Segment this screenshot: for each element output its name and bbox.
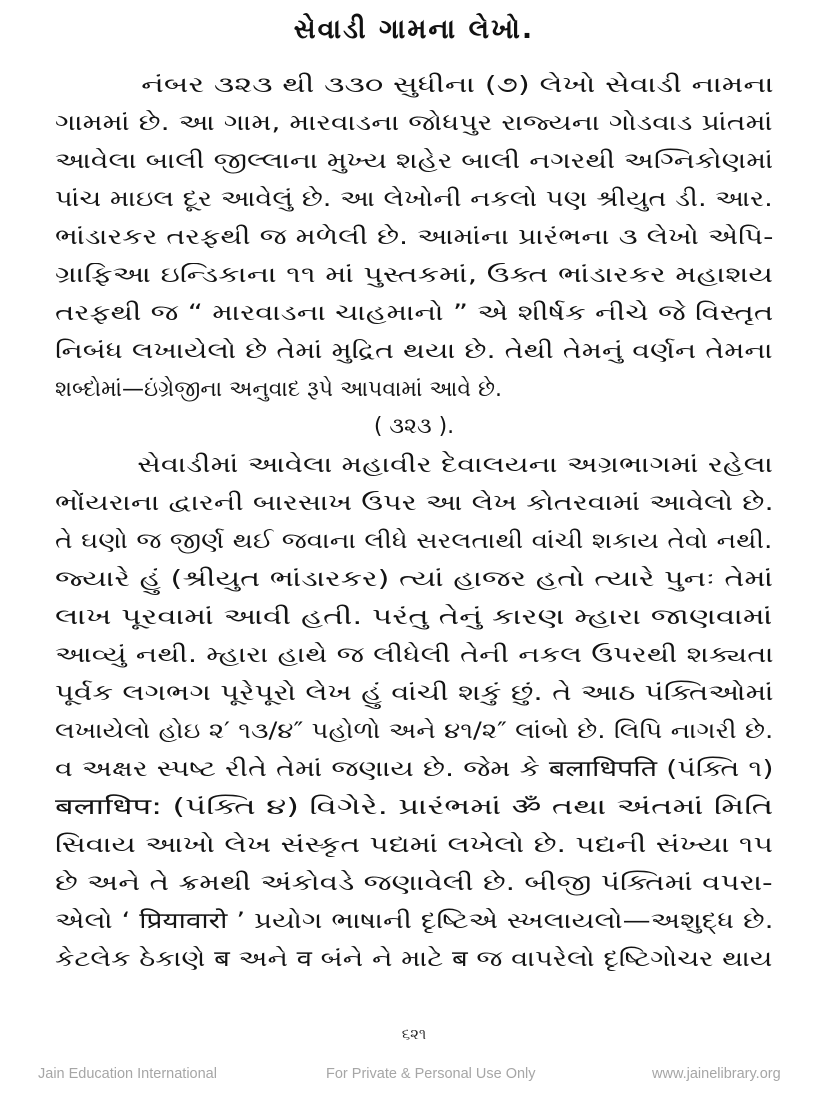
footer-website-link[interactable]: www.jainelibrary.org — [652, 1066, 781, 1082]
text-line: લખાયેલો હોઇ ૨′ ૧૩/૪″ પહોળો અને ૪૧/૨″ લાંબો છે. લિપિ નાગરી છે. — [55, 719, 774, 744]
text-line: આવેલા બાલી જીલ્લાના મુખ્ય શહેર બાલી નગરથી અગ્નિકોણમાં — [55, 149, 774, 174]
page-number: ૬૨૧ — [401, 1025, 427, 1043]
text-line: નિબંધ લખાયેલો છે તેમાં મુદ્રિત થયા છે. તેથી તેમનું વર્ણન તેમના — [55, 339, 773, 364]
text-line: એલો ‘ प्रियावारो ’ પ્રયોગ ભાષાની દૃષ્ટિએ સ્ખલાયલો—અશુદ્ધ છે. — [55, 909, 774, 934]
section-heading: ( ૩૨૩ ). — [373, 414, 455, 439]
text-line: ગ્રાફિઆ ઇન્ડિકાના ૧૧ માં પુસ્તકમાં, ઉક્ત ભાંડારકર મહાશય — [55, 263, 774, 288]
page-title: સેવાડી ગામના લેખો. — [293, 14, 535, 45]
text-line: સિવાય આખો લેખ સંસ્કૃત પદ્યમાં લખેલો છે. પદ્યની સંખ્યા ૧૫ — [55, 833, 773, 858]
text-line: તે ઘણો જ જીર્ણ થઈ જવાના લીધે સરલતાથી વાંચી શકાય તેવો નથી. — [55, 529, 773, 554]
text-line: કેટલેક ઠેકાણે ब અને व બંને ને માટે ब જ વાપરેલો દૃષ્ટિગોચર થાય — [55, 947, 773, 972]
text-line: જ્યારે હું (શ્રીયુત ભાંડારકર) ત્યાં હાજર હતો ત્યારે પુનઃ તેમાં — [55, 567, 774, 592]
text-line: તરફથી જ “ મારવાડના ચાહમાનો ” એ શીર્ષક નીચે જે વિસ્તૃત — [55, 301, 774, 326]
text-line: આવ્યું નથી. મ્હારા હાથે જ લીધેલી તેની નકલ ઉપરથી શક્યતા — [55, 643, 774, 668]
text-line: बलाधिप: (પંક્તિ ૪) વિગેરે. પ્રારંભમાં ॐ તથા અંતમાં મિતિ — [55, 795, 774, 820]
text-line: ગામમાં છે. આ ગામ, મારવાડના જોધપુર રાજ્યના ગોડવાડ પ્રાંતમાં — [55, 111, 773, 136]
text-line: શબ્દોમાં—ઇંગ્રેજીના અનુવાદ રૂપે આપવામાં આવે છે. — [55, 377, 503, 402]
text-line: પાંચ માઇલ દૂર આવેલું છે. આ લેખોની નકલો પણ શ્રીયુત ડી. આર. — [55, 187, 773, 212]
text-line: નંબર ૩૨૩ થી ૩૩૦ સુધીના (૭) લેખો સેવાડી નામના — [141, 73, 774, 98]
footer-usage-notice: For Private & Personal Use Only — [326, 1066, 536, 1082]
footer-publisher: Jain Education International — [38, 1066, 217, 1082]
footer — [0, 1066, 828, 1086]
text-line: ભોંયરાના દ્વારની બારસાખ ઉપર આ લેખ કોતરવામાં આવેલો છે. — [55, 491, 774, 516]
text-line: વ અક્ષર સ્પષ્ટ રીતે તેમાં જણાય છે. જેમ કે बलाधिपति (પંક્તિ ૧) — [55, 757, 774, 782]
text-line: સેવાડીમાં આવેલા મહાવીર દેવાલયના અગ્રભાગમાં રહેલા — [137, 453, 773, 478]
text-line: ભાંડારકર તરફથી જ મળેલી છે. આમાંના પ્રારંભના ૩ લેખો એપિ- — [55, 225, 774, 250]
text-line: લાખ પૂરવામાં આવી હતી. પરંતુ તેનું કારણ મ્હારા જાણવામાં — [55, 605, 773, 630]
text-line: પૂર્વક લગભગ પૂરેપૂરો લેખ હું વાંચી શકું છું. તે આઠ પંક્તિઓમાં — [55, 681, 774, 706]
text-line: છે અને તે ક્રમથી અંકોવડે જણાવેલી છે. બીજી પંક્તિમાં વપરા- — [55, 871, 773, 896]
